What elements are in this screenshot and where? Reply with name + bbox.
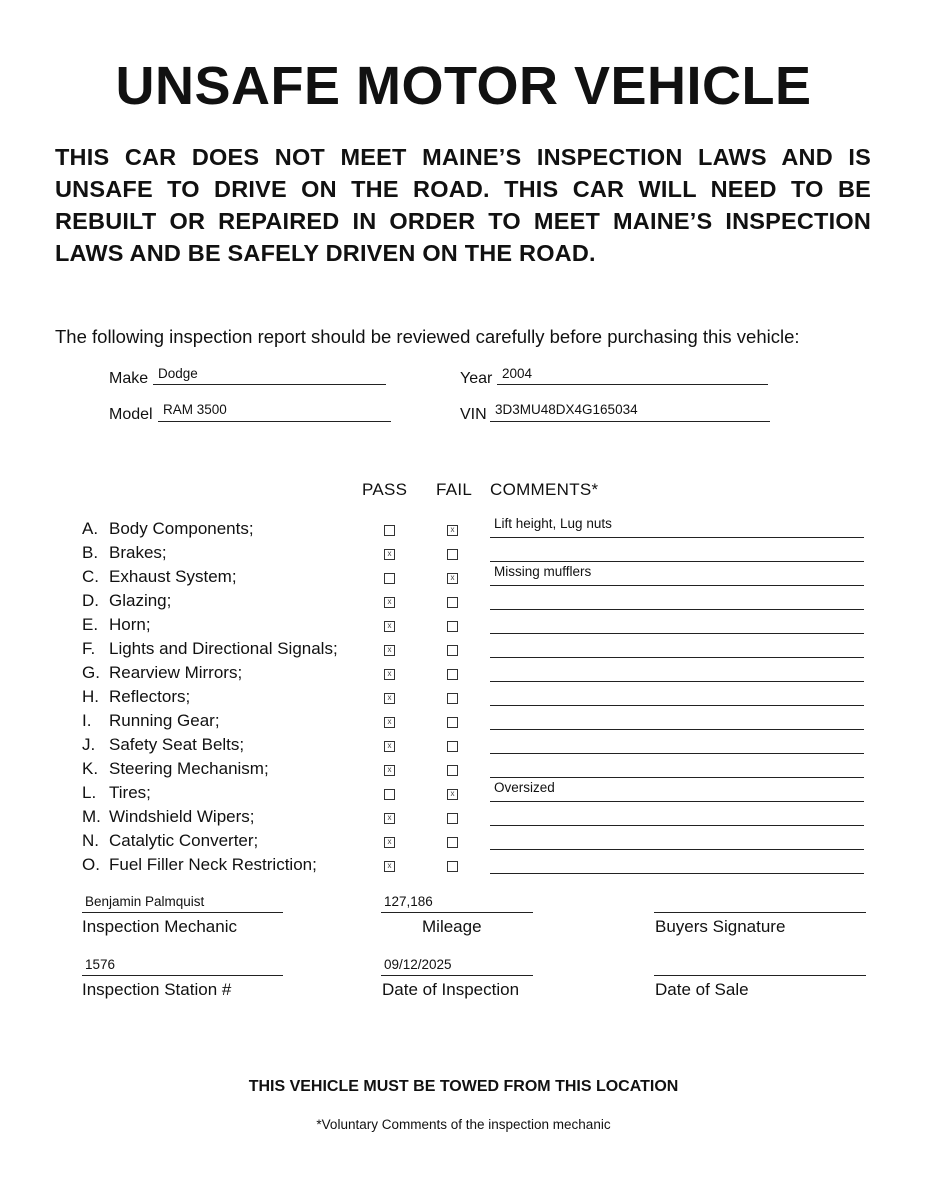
item-label: Running Gear;	[109, 711, 220, 730]
item-comment: Oversized	[494, 780, 555, 795]
year-label: Year	[460, 370, 493, 387]
mechanic-label: Inspection Mechanic	[82, 917, 237, 936]
mechanic-value: Benjamin Palmquist	[85, 894, 205, 909]
inspection-date-label: Date of Inspection	[382, 980, 520, 999]
pass-checkbox[interactable]: x	[384, 621, 395, 632]
inspection-item-row	[82, 567, 237, 591]
model-line	[158, 421, 391, 422]
inspection-item-row	[82, 687, 190, 711]
fail-checkbox[interactable]	[447, 837, 458, 848]
year-line	[497, 384, 768, 385]
inspection-item-row	[82, 543, 167, 567]
station-value: 1576	[85, 957, 116, 972]
comment-line[interactable]	[490, 657, 864, 658]
item-label: Horn;	[109, 615, 151, 634]
tow-notice: THIS VEHICLE MUST BE TOWED FROM THIS LOCATION	[248, 1078, 679, 1095]
item-label: Rearview Mirrors;	[109, 663, 243, 682]
item-label: Tires;	[109, 783, 151, 802]
sale-date-label: Date of Sale	[655, 980, 749, 999]
item-letter: E.	[82, 615, 99, 634]
inspection-item-row	[82, 807, 255, 831]
station-line	[82, 975, 283, 976]
fail-checkbox[interactable]	[447, 645, 458, 656]
inspection-item-row	[82, 519, 254, 543]
item-label: Glazing;	[109, 591, 172, 610]
year-value: 2004	[502, 366, 533, 381]
fail-checkbox[interactable]	[447, 621, 458, 632]
pass-header: PASS	[362, 480, 408, 499]
model-value: RAM 3500	[163, 402, 227, 417]
item-letter: N.	[82, 831, 99, 850]
fail-checkbox[interactable]	[447, 741, 458, 752]
buyer-signature-label: Buyers Signature	[655, 917, 786, 936]
item-comment: Missing mufflers	[494, 564, 592, 579]
item-letter: B.	[82, 543, 99, 562]
pass-checkbox[interactable]: x	[384, 837, 395, 848]
comment-line[interactable]	[490, 801, 864, 802]
fail-checkbox[interactable]	[447, 861, 458, 872]
fail-checkbox[interactable]	[447, 717, 458, 728]
pass-checkbox[interactable]	[384, 525, 395, 536]
item-label: Exhaust System;	[109, 567, 237, 586]
pass-checkbox[interactable]: x	[384, 765, 395, 776]
item-label: Body Components;	[109, 519, 254, 538]
buyer-signature-line[interactable]	[654, 912, 866, 913]
vin-label: VIN	[460, 406, 487, 423]
item-label: Reflectors;	[109, 687, 191, 706]
item-letter: A.	[82, 519, 99, 538]
comment-line[interactable]	[490, 753, 864, 754]
inspection-item-row	[82, 711, 220, 735]
station-label: Inspection Station #	[82, 980, 232, 999]
comments-header: COMMENTS*	[490, 480, 599, 499]
item-letter: D.	[82, 591, 99, 610]
fail-checkbox[interactable]: x	[447, 525, 458, 536]
intro-text: The following inspection report should be reviewed carefully before purchasing this vehicle:	[55, 326, 800, 347]
comment-line[interactable]	[490, 681, 864, 682]
fail-header: FAIL	[436, 480, 473, 499]
comment-line[interactable]	[490, 633, 864, 634]
comment-line[interactable]	[490, 849, 864, 850]
comment-line[interactable]	[490, 609, 864, 610]
vin-line	[490, 421, 770, 422]
item-label: Lights and Directional Signals;	[109, 639, 338, 658]
pass-checkbox[interactable]	[384, 789, 395, 800]
item-label: Windshield Wipers;	[109, 807, 255, 826]
inspection-item-row	[82, 735, 244, 759]
pass-checkbox[interactable]	[384, 573, 395, 584]
pass-checkbox[interactable]: x	[384, 645, 395, 656]
sale-date-line[interactable]	[654, 975, 866, 976]
comment-line[interactable]	[490, 585, 864, 586]
item-letter: F.	[82, 639, 96, 658]
item-label: Steering Mechanism;	[109, 759, 269, 778]
make-line	[153, 384, 386, 385]
fail-checkbox[interactable]	[447, 597, 458, 608]
item-letter: J.	[82, 735, 96, 754]
comment-line[interactable]	[490, 825, 864, 826]
fail-checkbox[interactable]	[447, 669, 458, 680]
vin-value: 3D3MU48DX4G165034	[495, 402, 638, 417]
item-label: Safety Seat Belts;	[109, 735, 245, 754]
inspection-item-row	[82, 591, 171, 615]
comment-line[interactable]	[490, 537, 864, 538]
fail-checkbox[interactable]: x	[447, 789, 458, 800]
item-label: Fuel Filler Neck Restriction;	[109, 855, 317, 874]
footnote: *Voluntary Comments of the inspection mechanic	[316, 1117, 611, 1132]
page-title: UNSAFE MOTOR VEHICLE	[115, 56, 812, 116]
inspection-item-row	[82, 639, 338, 663]
inspection-item-row	[82, 783, 151, 807]
inspection-item-row	[82, 855, 317, 879]
model-label: Model	[109, 406, 153, 423]
item-letter: G.	[82, 663, 100, 682]
warning-paragraph: THIS CAR DOES NOT MEET MAINE’S INSPECTION LAWS AND IS UNSAFE TO DRIVE ON THE ROAD. THIS CAR WILL NEED TO BE REBUILT OR REPAIRED IN ORDER TO MEET MAINE’S INSPECTION LAWS AND BE SAFELY DRIVEN ON THE ROAD.	[55, 144, 871, 266]
pass-checkbox[interactable]: x	[384, 597, 395, 608]
item-label: Brakes;	[109, 543, 167, 562]
make-label: Make	[109, 370, 149, 387]
pass-checkbox[interactable]: x	[384, 717, 395, 728]
fail-checkbox[interactable]	[447, 813, 458, 824]
pass-checkbox[interactable]: x	[384, 549, 395, 560]
pass-checkbox[interactable]: x	[384, 741, 395, 752]
item-letter: H.	[82, 687, 99, 706]
item-letter: K.	[82, 759, 99, 778]
pass-checkbox[interactable]: x	[384, 861, 395, 872]
make-value: Dodge	[158, 366, 198, 381]
fail-checkbox[interactable]: x	[447, 573, 458, 584]
inspection-item-row	[82, 831, 258, 855]
inspection-item-row	[82, 615, 151, 639]
item-letter: I.	[82, 711, 92, 730]
pass-checkbox[interactable]: x	[384, 813, 395, 824]
fail-checkbox[interactable]	[447, 765, 458, 776]
mechanic-line	[82, 912, 283, 913]
mileage-line	[381, 912, 533, 913]
pass-checkbox[interactable]: x	[384, 693, 395, 704]
item-label: Catalytic Converter;	[109, 831, 259, 850]
comment-line[interactable]	[490, 705, 864, 706]
comment-line[interactable]	[490, 873, 864, 874]
inspection-date-line	[381, 975, 533, 976]
inspection-date-value: 09/12/2025	[384, 957, 452, 972]
item-letter: M.	[82, 807, 101, 826]
inspection-item-row	[82, 663, 242, 687]
mileage-value: 127,186	[384, 894, 433, 909]
item-comment: Lift height, Lug nuts	[494, 516, 612, 531]
comment-line[interactable]	[490, 729, 864, 730]
item-letter: O.	[82, 855, 100, 874]
fail-checkbox[interactable]	[447, 693, 458, 704]
mileage-label: Mileage	[422, 917, 482, 936]
comment-line[interactable]	[490, 561, 864, 562]
item-letter: C.	[82, 567, 99, 586]
comment-line[interactable]	[490, 777, 864, 778]
fail-checkbox[interactable]	[447, 549, 458, 560]
pass-checkbox[interactable]: x	[384, 669, 395, 680]
item-letter: L.	[82, 783, 97, 802]
inspection-item-row	[82, 759, 269, 783]
